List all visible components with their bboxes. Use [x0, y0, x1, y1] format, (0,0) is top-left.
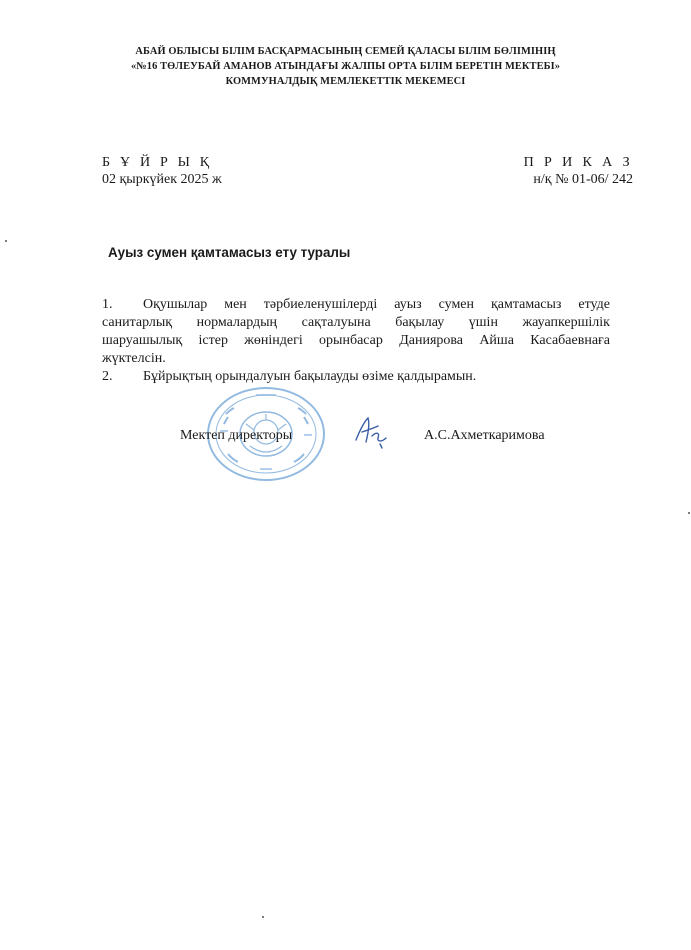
order-body — [102, 296, 610, 386]
item-number: 1. — [102, 297, 113, 312]
order-date: 02 қыркүйек 2025 ж — [102, 172, 222, 187]
order-title-kazakh: Б Ұ Й Р Ы Қ — [102, 155, 213, 170]
header-line-2: «№16 ТӨЛЕУБАЙ АМАНОВ АТЫНДАҒЫ ЖАЛПЫ ОРТА БІЛІМ БЕРЕТІН МЕКТЕБІ» — [130, 61, 561, 72]
handwritten-signature — [350, 412, 392, 450]
signatory-name: А.С.Ахметкаримова — [424, 428, 545, 443]
order-number: н/қ № 01-06/ 242 — [533, 172, 633, 187]
scan-speck — [262, 916, 264, 918]
item-2-text: Бұйрықтың орындалуын бақылауды өзіме қалдырамын. — [143, 369, 477, 384]
scan-speck — [5, 240, 7, 242]
institution-header — [60, 44, 631, 89]
item-1-line-1: Оқушылар мен тәрбиеленушілерді ауыз сумен қамтамасыз етуде — [143, 297, 610, 312]
order-item-1 — [102, 296, 610, 368]
order-subject: Ауыз сумен қамтамасыз ету туралы — [108, 245, 351, 260]
item-number: 2. — [102, 369, 113, 384]
signatory-position: Мектеп директоры — [180, 428, 293, 443]
order-type-kazakh — [102, 154, 222, 188]
scan-speck — [688, 512, 690, 514]
item-1-line-3: шаруашылық істер жөніндегі орынбасар Даниярова Айша Касабаевнаға — [102, 333, 610, 348]
order-item-2 — [102, 368, 610, 386]
item-1-line-2: санитарлық нормалардың сақталуына бақылау үшін жауапкершілік — [102, 315, 610, 330]
order-type-russian — [524, 154, 633, 188]
order-title-russian: П Р И К А З — [523, 155, 633, 170]
item-1-line-4: жүктелсін. — [102, 351, 166, 366]
header-line-1: АБАЙ ОБЛЫСЫ БІЛІМ БАСҚАРМАСЫНЫҢ СЕМЕЙ ҚАЛАСЫ БІЛІМ БӨЛІМІНІҢ — [135, 46, 556, 57]
header-line-3: КОММУНАЛДЫҚ МЕМЛЕКЕТТІК МЕКЕМЕСІ — [225, 76, 466, 87]
